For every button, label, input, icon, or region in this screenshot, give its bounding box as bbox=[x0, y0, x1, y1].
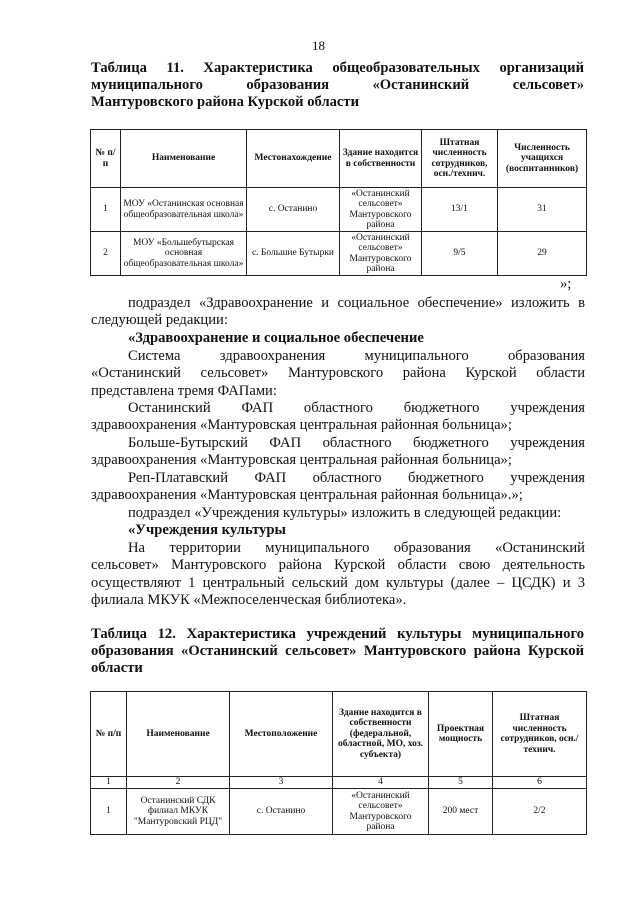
table-row bbox=[91, 232, 587, 276]
table12 bbox=[90, 691, 587, 835]
header-cell: Здание находится в собственности bbox=[340, 130, 422, 188]
paragraph bbox=[91, 435, 585, 470]
table-cell: с. Останино bbox=[230, 789, 333, 835]
text-line: подраздел «Здравоохранение и социальное обеспечение» изложить в bbox=[128, 295, 585, 311]
column-number-cell: 6 bbox=[493, 777, 587, 789]
text-line: Больше-Бутырский ФАП областного бюджетного учреждения bbox=[128, 435, 585, 451]
column-number-row bbox=[91, 777, 587, 789]
table-header-row bbox=[91, 692, 587, 777]
table-cell: 2/2 bbox=[493, 789, 587, 835]
paragraph bbox=[91, 505, 585, 522]
text-line: сельсовет» Мантуровского района Курской области свою деятельность bbox=[91, 557, 585, 574]
table-cell: 200 мест bbox=[429, 789, 493, 835]
table-cell: «Останинский сельсовет» Мантуровского района bbox=[333, 789, 429, 835]
caption-line: области bbox=[91, 660, 143, 676]
table-cell: 31 bbox=[498, 188, 587, 232]
caption-line: Мантуровского района Курской области bbox=[91, 94, 359, 110]
text-line: На территории муниципального образования «Останинский bbox=[128, 540, 585, 556]
caption-line: муниципального образования «Останинский сельсовет» bbox=[91, 77, 584, 93]
table-cell: МОУ «Большебутырская основная общеобразовательная школа» bbox=[121, 232, 247, 276]
table-cell: с. Останино bbox=[247, 188, 340, 232]
column-number-cell: 5 bbox=[429, 777, 493, 789]
text-line: подраздел «Учреждения культуры» изложить в следующей редакции: bbox=[128, 505, 562, 521]
table-cell: 9/5 bbox=[422, 232, 498, 276]
table11 bbox=[90, 129, 587, 276]
section-heading bbox=[91, 522, 585, 539]
text-line: «Учреждения культуры bbox=[128, 522, 286, 538]
table12-caption bbox=[91, 626, 584, 677]
header-cell: Местонахождение bbox=[247, 130, 340, 188]
caption-line: Таблица 11. Характеристика общеобразовательных организаций bbox=[91, 60, 584, 76]
table-cell: «Останинский сельсовет» Мантуровского района bbox=[340, 232, 422, 276]
table-cell: МОУ «Останинская основная общеобразовательная школа» bbox=[121, 188, 247, 232]
column-number-cell: 1 bbox=[91, 777, 127, 789]
table-cell: 1 bbox=[91, 188, 121, 232]
table-cell: с. Большие Бутырки bbox=[247, 232, 340, 276]
text-line: здравоохранения «Мантуровская центральная районная больница»; bbox=[91, 452, 512, 469]
text-line: Останинский ФАП областного бюджетного учреждения bbox=[128, 400, 585, 416]
paragraph bbox=[91, 470, 585, 505]
table-row bbox=[91, 789, 587, 835]
header-cell: Штатная численность сотрудников, осн./технич. bbox=[422, 130, 498, 188]
table-cell: 2 bbox=[91, 232, 121, 276]
text-line: представлена тремя ФАПами: bbox=[91, 382, 277, 399]
table-cell: 1 bbox=[91, 789, 127, 835]
header-cell: Численность учащихся (воспитанников) bbox=[498, 130, 587, 188]
table-cell: 13/1 bbox=[422, 188, 498, 232]
table-row bbox=[91, 188, 587, 232]
header-cell: Проектная мощность bbox=[429, 692, 493, 777]
text-line: филиала МКУК «Межпоселенческая библиотека». bbox=[91, 592, 407, 609]
table-cell: 29 bbox=[498, 232, 587, 276]
text-line: здравоохранения «Мантуровская центральная районная больница».»; bbox=[91, 487, 523, 504]
text-line: «Останинский сельсовет» Мантуровского района Курской области bbox=[91, 365, 585, 382]
paragraph bbox=[91, 348, 585, 400]
table-cell: Останинский СДК филиал МКУК "Мантуровский РЦД" bbox=[127, 789, 230, 835]
header-cell: № п/п bbox=[91, 130, 121, 188]
table-header-row bbox=[91, 130, 587, 188]
header-cell: Местоположение bbox=[230, 692, 333, 777]
text-line: Система здравоохранения муниципального образования bbox=[128, 348, 585, 364]
caption-line: Таблица 12. Характеристика учреждений культуры муниципального bbox=[91, 626, 584, 642]
text-line: Реп-Платавский ФАП областного бюджетного учреждения bbox=[128, 470, 585, 486]
header-cell: № п/п bbox=[91, 692, 127, 777]
paragraph bbox=[91, 295, 585, 330]
header-cell: Здание находится в собственности (федеральной, областной, МО, хоз. субъекта) bbox=[333, 692, 429, 777]
caption-line: образования «Останинский сельсовет» Мантуровского района Курской bbox=[91, 643, 584, 659]
table-cell: «Останинский сельсовет» Мантуровского района bbox=[340, 188, 422, 232]
header-cell: Наименование bbox=[127, 692, 230, 777]
text-line: следующей редакции: bbox=[91, 312, 228, 329]
text-line: «Здравоохранение и социальное обеспечение bbox=[128, 330, 424, 346]
header-cell: Штатная численность сотрудников, осн./технич. bbox=[493, 692, 587, 777]
column-number-cell: 3 bbox=[230, 777, 333, 789]
closing-quote: »; bbox=[560, 276, 572, 292]
text-line: здравоохранения «Мантуровская центральная районная больница»; bbox=[91, 417, 512, 434]
column-number-cell: 2 bbox=[127, 777, 230, 789]
text-line: осуществляют 1 центральный сельский дом культуры (далее – ЦСДК) и 3 bbox=[91, 574, 585, 591]
paragraph bbox=[91, 540, 585, 610]
paragraph bbox=[91, 400, 585, 435]
table11-caption bbox=[91, 60, 584, 111]
header-cell: Наименование bbox=[121, 130, 247, 188]
page-number: 18 bbox=[312, 38, 325, 53]
column-number-cell: 4 bbox=[333, 777, 429, 789]
section-heading bbox=[91, 330, 585, 347]
